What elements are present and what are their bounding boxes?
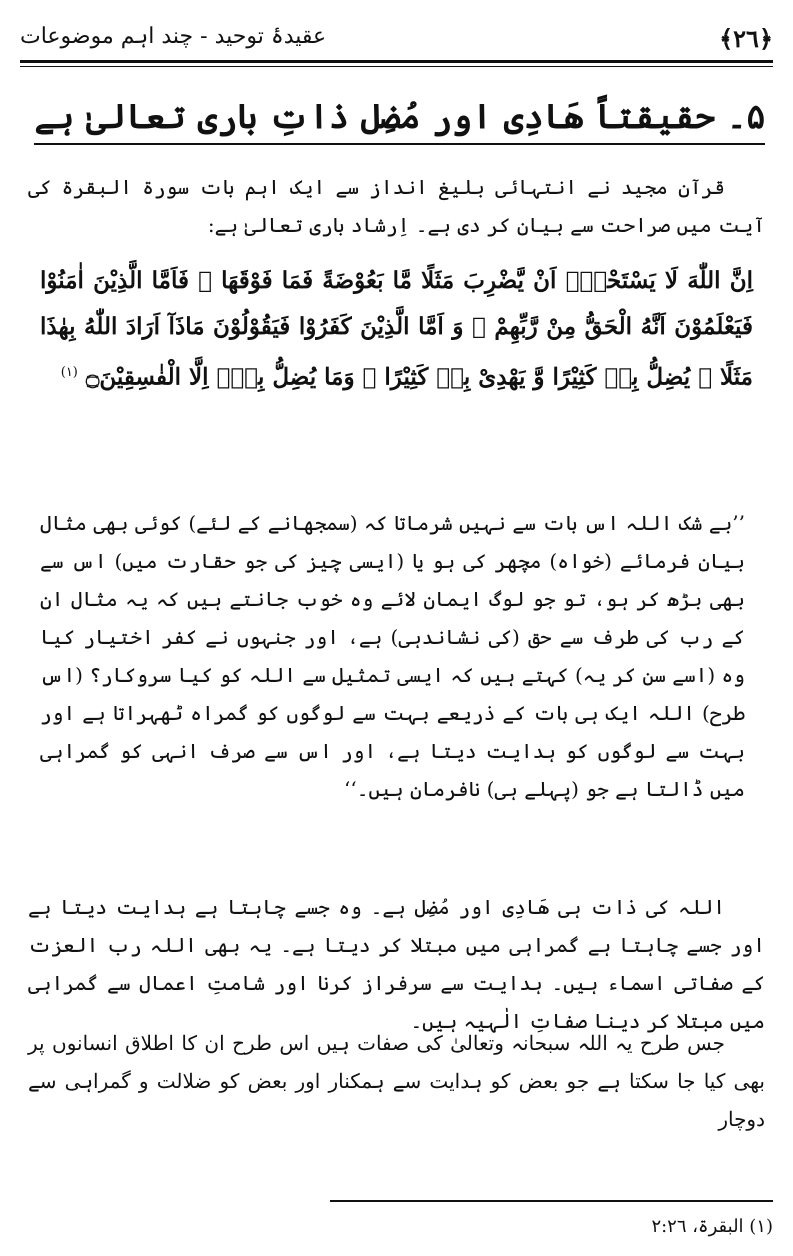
intro-paragraph: قرآن مجید نے انتہائی بلیغ انداز سے ایک اہم بات سورۃ البقرۃ کی آیت میں صراحت سے بیان کر دی ہے۔ اِرشاد باری تعالیٰ ہے: bbox=[28, 175, 765, 237]
page-number: ﴿٢٦﴾ bbox=[719, 24, 773, 53]
verse-text: اِنَّ اللّٰهَ لَا یَسْتَحْیٖٓ اَنْ یَّضْرِبَ مَثَلًا مَّا بَعُوْضَةً فَمَا فَوْقَهَا ۭ فَاَمَّا الَّذِیْنَ اٰمَنُوْا فَیَعْلَمُوْنَ اَنَّهُ الْحَقُّ مِنْ رَّبِّهِمْ ۚ وَ اَمَّا الَّذِیْنَ كَفَرُوْا فَیَقُوْلُوْنَ مَاذَآ اَرَادَ اللّٰهُ بِهٰذَا مَثَلًا ۘ یُضِلُّ بِهٖ كَثِیْرًا وَّ یَهْدِیْ بِهٖ كَثِیْرًا ۭ وَمَا یُضِلُّ بِهٖٓ اِلَّا الْفٰسِقِیْنَ۝ bbox=[40, 267, 753, 391]
footnote-reference: (١) bbox=[60, 365, 78, 380]
body-paragraph-2: جس طرح یہ اللہ سبحانہ وتعالیٰ کی صفات ہیں اس طرح ان کا اطلاق انسانوں پر بھی کیا جا سکتا ہے جو بعض کو ہدایت سے ہمکنار اور بعض کو ضلالت و گمراہی سے دوچار bbox=[28, 1031, 765, 1131]
page-header bbox=[20, 22, 773, 72]
footnote-divider bbox=[330, 1200, 773, 1202]
body-paragraph-1: اللہ کی ذات ہی ھَادِی اور مُضِل ہے۔ وہ جسے چاہتا ہے ہدایت دیتا ہے اور جسے چاہتا ہے گمراہی میں مبتلا کر دیتا ہے۔ یہ بھی اللہ رب العزت کے صفاتی اسماء ہیں۔ ہدایت سے سرفراز کرنا اور شامتِ اعمال سے گمراہی میں مبتلا کر دینا صفاتِ الٰہیہ ہیں۔ bbox=[28, 895, 765, 1033]
footnote: (١) البقرۃ، ٢:٢٦ bbox=[651, 1216, 773, 1237]
quranic-verse bbox=[40, 258, 753, 401]
header-rule-thick bbox=[20, 60, 773, 63]
verse-translation: ’’بے شک اللہ اس بات سے نہیں شرماتا کہ (سمجھانے کے لئے) کوئی بھی مثال بیان فرمائے (خواہ) مچھر کی ہو یا (ایسی چیز کی جو حقارت میں) اس سے بھی بڑھ کر ہو، تو جو لوگ ایمان لائے وہ خوب جانتے ہیں کہ یہ مثال ان کے رب کی طرف سے حق (کی نشاندہی) ہے، اور جنہوں نے کفر اختیار کیا وہ (اسے سن کر یہ) کہتے ہیں کہ ایسی تمثیل سے اللہ کو کیا سروکار؟ (اس طرح) اللہ ایک ہی بات کے ذریعے بہت سے لوگوں کو گمراہ ٹھہراتا ہے اور بہت سے لوگوں کو ہدایت دیتا ہے، اور اس سے صرف انہی کو گمراہی میں ڈالتا ہے جو (پہلے ہی) نافرمان ہیں۔‘‘ bbox=[40, 511, 745, 801]
section-heading: ۵۔ حقیقتاً ھَادِی اور مُضِل ذاتِ باری تعالیٰ ہے bbox=[34, 96, 765, 145]
header-rule-thin bbox=[20, 66, 773, 67]
running-title: عقیدۂ توحید - چند اہم موضوعات bbox=[20, 24, 327, 49]
